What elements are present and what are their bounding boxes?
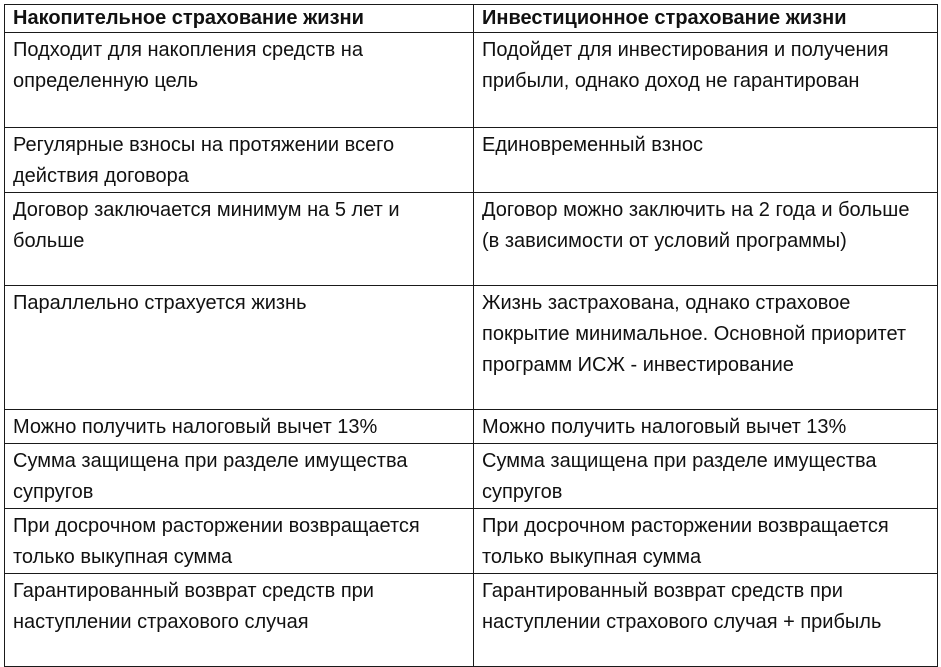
table-row <box>5 128 938 193</box>
cell-investment: Гарантированный возврат средств при наступлении страхового случая + прибыль <box>474 574 938 667</box>
header-savings-insurance: Накопительное страхование жизни <box>5 5 474 33</box>
header-investment-insurance: Инвестиционное страхование жизни <box>474 5 938 33</box>
cell-investment: При досрочном расторжении возвращается только выкупная сумма <box>474 509 938 574</box>
table-row <box>5 574 938 667</box>
table-row <box>5 193 938 286</box>
cell-savings: Сумма защищена при разделе имущества супругов <box>5 444 474 509</box>
cell-investment: Можно получить налоговый вычет 13% <box>474 410 938 444</box>
cell-savings: При досрочном расторжении возвращается только выкупная сумма <box>5 509 474 574</box>
cell-savings: Гарантированный возврат средств при наступлении страхового случая <box>5 574 474 667</box>
cell-investment: Подойдет для инвестирования и получения прибыли, однако доход не гарантирован <box>474 33 938 128</box>
table-row <box>5 410 938 444</box>
cell-savings: Можно получить налоговый вычет 13% <box>5 410 474 444</box>
cell-investment: Сумма защищена при разделе имущества супругов <box>474 444 938 509</box>
cell-investment: Единовременный взнос <box>474 128 938 193</box>
table-row <box>5 444 938 509</box>
table-row <box>5 286 938 410</box>
table-row <box>5 509 938 574</box>
table-row <box>5 33 938 128</box>
cell-investment: Договор можно заключить на 2 года и больше (в зависимости от условий программы) <box>474 193 938 286</box>
comparison-table <box>4 4 938 667</box>
cell-savings: Параллельно страхуется жизнь <box>5 286 474 410</box>
cell-investment: Жизнь застрахована, однако страховое покрытие минимальное. Основной приоритет программ ИСЖ - инвестирование <box>474 286 938 410</box>
cell-savings: Регулярные взносы на протяжении всего действия договора <box>5 128 474 193</box>
cell-savings: Подходит для накопления средств на определенную цель <box>5 33 474 128</box>
cell-savings: Договор заключается минимум на 5 лет и больше <box>5 193 474 286</box>
table-header-row <box>5 5 938 33</box>
